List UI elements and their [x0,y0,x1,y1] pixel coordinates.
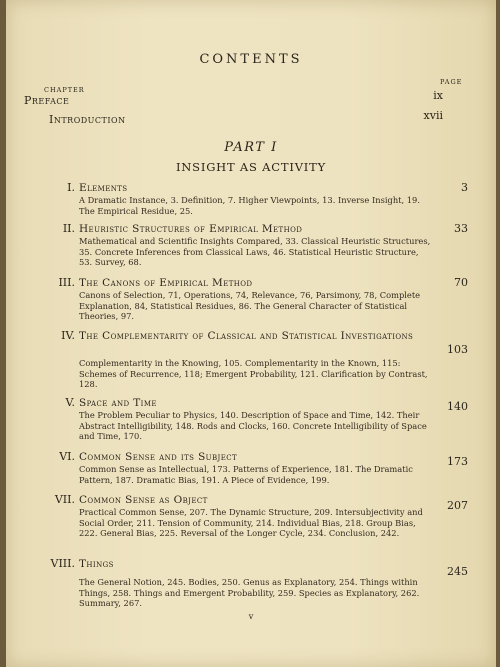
chapter-sections: Mathematical and Scientific Insights Compared, 33. Classical Heuristic Structures, 35. Concrete Inferences from Classical Laws, 46. Statistical Heuristic Structure, 53. Survey, 68. [79,236,431,268]
chapter-title: Heuristic Structures of Empirical Method [79,223,303,235]
chapter-page: 103 [447,343,468,356]
chapter-entry [28,450,468,485]
chapter-title: Space and Time [79,397,157,409]
introduction-page: xvii [423,109,443,122]
contents-title: CONTENTS [199,52,303,67]
chapter-page: 173 [447,455,468,468]
chapter-entry [28,329,468,390]
chapter-sections: Canons of Selection, 71, Operations, 74, Relevance, 76, Parsimony, 78, Complete Explanation, 84, Statistical Residues, 86. The General Character of Statistical Theories, 97. [79,290,421,322]
part-title: INSIGHT AS ACTIVITY [175,160,327,174]
chapter-sections: Practical Common Sense, 207. The Dynamic Structure, 209. Intersubjectivity and Social Order, 211. Tension of Community, 214. Individual Bias, 218. Group Bias, 222. General Bias, 225. Reversal of the Longer Cycle, 234. Conclusion, 242. [79,507,423,539]
chapter-number: VI. [59,450,75,463]
chapter-title: Common Sense and its Subject [79,451,238,463]
chapter-sections: A Dramatic Instance, 3. Definition, 7. Higher Viewpoints, 13. Inverse Insight, 19. The Empirical Residue, 25. [79,195,420,216]
preface-page: ix [433,89,443,102]
chapter-sections: The Problem Peculiar to Physics, 140. Description of Space and Time, 142. Their Abstract Intelligibility, 148. Rods and Clocks, 160. Concrete Intelligibility of Space and Time, 170. [79,410,427,442]
chapter-number: III. [58,276,75,289]
chapter-sections: The General Notion, 245. Bodies, 250. Genus as Explanatory, 254. Things within Things, 258. Things and Emergent Probability, 259. Species as Explanatory, 262. Summary, 267. [79,577,420,609]
chapter-title: Things [79,558,114,570]
chapter-entry [28,557,468,609]
chapter-label: CHAPTER [44,86,85,94]
chapter-number: V. [65,396,75,409]
chapter-sections: Complementarity in the Knowing, 105. Complementarity in the Known, 115: Schemes of Recurrence, 118; Emergent Probability, 121. Clarification by Contrast, 128. [79,358,428,390]
chapter-page: 207 [447,499,468,512]
chapter-entry [28,396,468,442]
chapter-sections: Common Sense as Intellectual, 173. Patterns of Experience, 181. The Dramatic Pattern, 187. Dramatic Bias, 191. A Piece of Evidence, 199. [79,464,413,485]
introduction-title: Introduction [49,113,126,126]
chapter-title: The Canons of Empirical Method [79,277,253,289]
chapter-page: 245 [447,565,468,578]
chapter-number: IV. [61,329,75,342]
chapter-entry [28,222,468,268]
chapter-number: I. [67,181,75,194]
chapter-number: VII. [54,493,75,506]
chapter-entry [28,276,468,322]
book-page [6,0,496,667]
chapter-page: 3 [461,181,468,194]
chapter-page: 33 [454,222,468,235]
part-label: PART I [224,140,278,155]
footer-page-number: v [248,612,254,621]
chapter-number: II. [62,222,75,235]
chapter-number: VIII. [50,557,75,570]
chapter-entry [28,493,468,539]
chapter-page: 140 [447,400,468,413]
page-label: PAGE [440,78,463,86]
chapter-title: The Complementarity of Classical and Statistical Investigations [79,330,414,342]
chapter-page: 70 [454,276,468,289]
chapter-entry [28,181,468,216]
chapter-title: Common Sense as Object [79,494,208,506]
chapter-title: Elements [79,182,128,194]
preface-title: Preface [24,94,70,107]
